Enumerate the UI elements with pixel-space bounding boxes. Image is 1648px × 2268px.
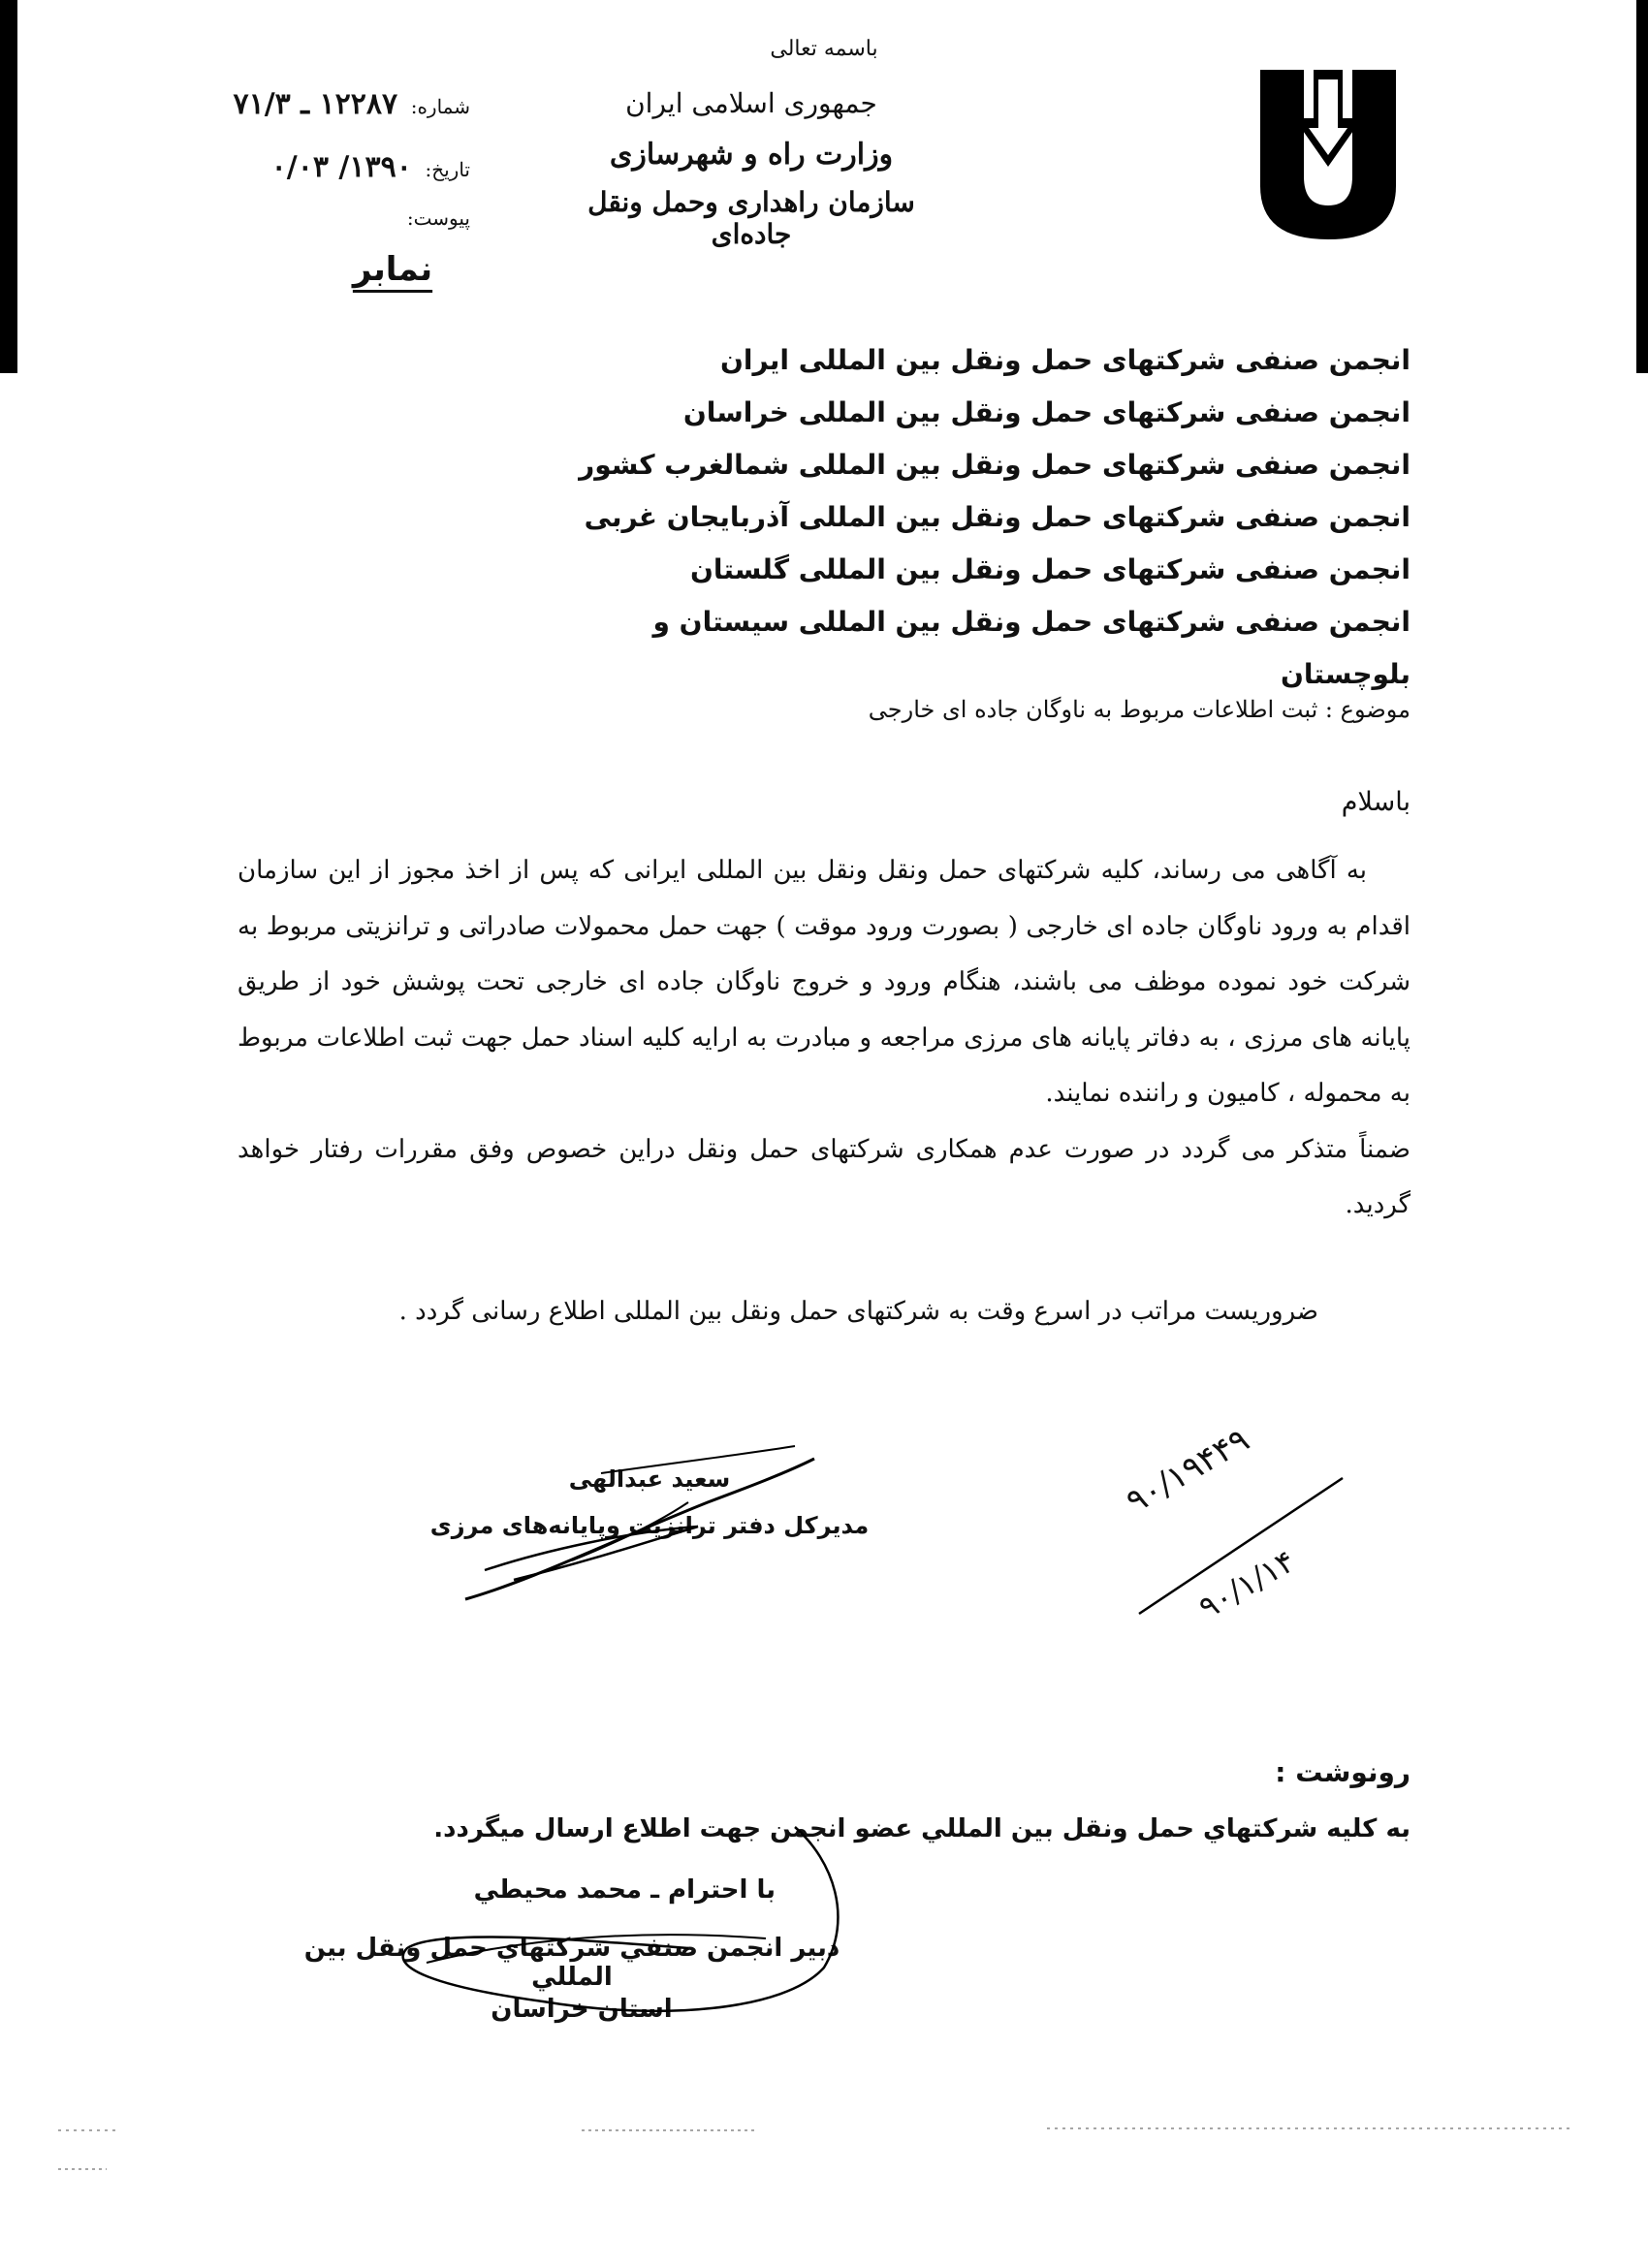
ministry-name: وزارت راه و شهرسازی [609,138,894,172]
signer-name: سعید عبدالهی [568,1465,731,1493]
body-paragraph: ضمناً متذکر می گردد در صورت عدم همکاری شرکتهای حمل ونقل دراین خصوص وفق مقررات رفتار خواهد گردید. [238,1134,1410,1219]
letter-number-label: شماره: [410,95,470,118]
handwritten-date: ۹۰/۱/۱۴ [1192,1542,1302,1626]
scan-artifacts [58,2121,1590,2179]
greeting: باسلام [1341,787,1410,817]
organization-name: سازمان راهداری وحمل ونقل جاده‌ای [587,186,915,250]
recipients-list [538,334,1410,701]
subject-line: موضوع : ثبت اطلاعات مربوط به ناوگان جاده ای خارجی [868,696,1410,723]
closing-line: ضروریست مراتب در اسرع وقت به شرکتهای حمل ونقل بین المللی اطلاع رسانی گردد . [398,1297,1318,1326]
letter-number-value: ۱۲۲۸۷ ـ ۷۱/۳ [233,87,398,121]
attachment [401,204,470,231]
letter-number [234,87,471,121]
recipient-line: انجمن صنفی شرکتهای حمل ونقل بین المللی گلستان [689,553,1410,585]
fax-label: نمابر [352,250,433,289]
handwritten-slash [1100,1444,1372,1628]
copy-regards: با احترام ـ محمد محيطي [473,1875,776,1905]
letter-date-label: تاریخ: [425,158,470,181]
signature-block [417,1456,882,1549]
letter-body [238,843,1410,1234]
body-paragraph: به آگاهی می رساند، کلیه شرکتهای حمل ونقل ونقل بین المللی ایرانی که پس از اخذ مجوز از این سازمان اقدام به ورود ناوگان جاده ای خارجی ( بصورت ورود موقت ) جهت حمل محمولات صادراتی و ترانزیتی مربوط به شرکت خود نموده موظف می باشند، هنگام ورود و خروج ناوگان جاده ای خارجی تحت پوشش خود از طریق پایانه های مرزی ، به دفاتر پایانه های مرزی مراجعه و مبادرت به ارایه کلیه اسناد حمل جهت ثبت اطلاعات مربوط به محموله ، کامیون و راننده نمایند. [238,856,1410,1108]
letter-date [271,150,470,184]
scan-border-left [0,0,17,373]
copy-secretary-title: دبير انجمن صنفي شركتهاي حمل ونقل بين المللي [303,1934,840,1992]
basmala: باسمه تعالی [770,37,878,61]
recipient-line: انجمن صنفی شرکتهای حمل ونقل بین المللی خراسان [682,396,1410,428]
organization-logo [1246,60,1410,244]
handwritten-number: ۹۰/۱۹۴۴۹ [1120,1420,1256,1522]
letter-date-value: ۱۳۹۰/ ۰/۰۳ [270,150,412,184]
country-name: جمهوری اسلامی ایران [625,87,877,119]
recipient-line: انجمن صنفی شرکتهای حمل ونقل بین المللی سیستان و بلوچستان [652,606,1410,690]
recipient-line: انجمن صنفی شرکتهای حمل ونقل بین المللی شمالغرب کشور [579,449,1410,481]
scan-border-right [1636,0,1648,373]
signer-title: مدیرکل دفتر ترانزیت وپایانه‌های مرزی [429,1512,870,1539]
copy-province: استان خراسان [491,1995,673,2024]
copy-title: رونوشت : [1275,1756,1410,1788]
recipient-line: انجمن صنفی شرکتهای حمل ونقل بین المللی آذربایجان غربی [584,501,1410,533]
handwritten-note [1100,1420,1372,1628]
attachment-label: پیوست: [406,206,470,230]
recipient-line: انجمن صنفی شرکتهای حمل ونقل بین المللی ایران [719,344,1410,376]
copy-text: به كليه شركتهاي حمل ونقل بين المللي عضو انجمن جهت اطلاع ارسال ميگردد. [433,1814,1410,1843]
